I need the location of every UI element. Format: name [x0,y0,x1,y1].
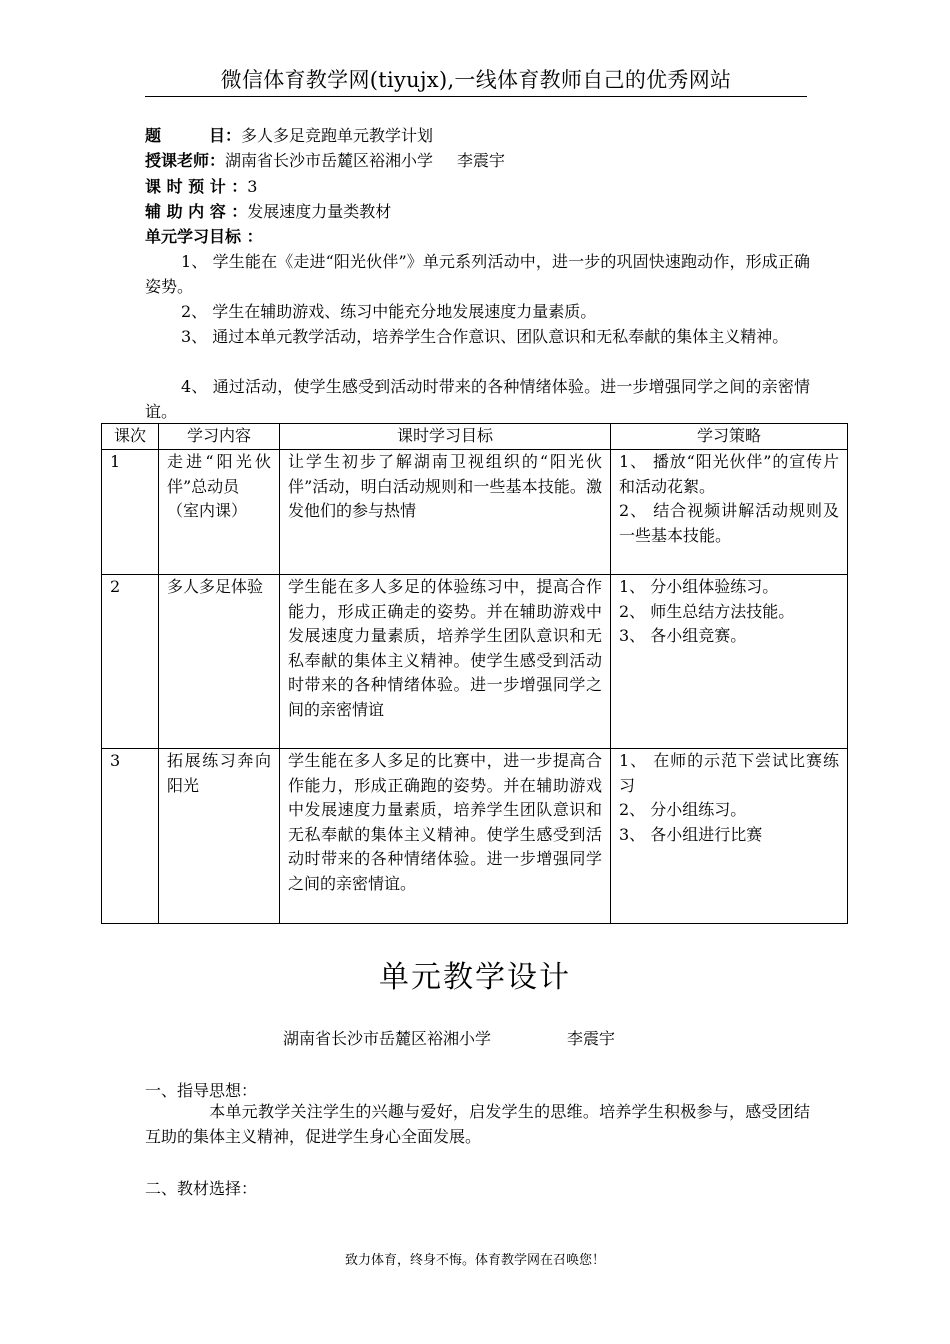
meta-hours-line [145,175,257,199]
section2-title: 二、教材选择： [145,1179,258,1198]
table-header-row [102,424,848,450]
design-school: 湖南省长沙市岳麓区裕湘小学 [283,1029,492,1048]
teacher-name: 李震宇 [457,151,506,170]
table-row [102,749,848,924]
aux-label: 辅 助 内 容 ： [145,202,248,221]
lesson-goal: 学生能在多人多足的体验练习中，提高合作能力，形成正确走的姿势。并在辅助游戏中发展速度力量素质，培养学生团队意识和无私奉献的集体主义精神。使学生感受到活动时带来的各种情绪体验。进一步增强同学之间的亲密情谊 [280,575,611,749]
design-author-line [283,1026,615,1049]
title-label: 题 目： [145,126,242,145]
lesson-number: 1 [102,450,159,575]
title-value: 多人多足竞跑单元教学计划 [241,126,434,145]
header-strategy: 学习策略 [611,424,848,450]
meta-teacher-line [145,149,505,173]
goal-item: 4、 通过活动，使学生感受到活动时带来的各种情绪体验。进一步增强同学之间的亲密情谊。 [145,377,810,421]
page-footer: 致力体育，终身不悔。体育教学网在召唤您！ [344,1253,605,1268]
design-name: 李震宇 [567,1029,616,1048]
goal-item: 3、 通过本单元教学活动，培养学生合作意识、团队意识和无私奉献的集体主义精神。 [181,327,789,346]
lesson-goal: 学生能在多人多足的比赛中，进一步提高合作能力，形成正确跑的姿势。并在辅助游戏中发展速度力量素质，培养学生团队意识和无私奉献的集体主义精神。使学生感受到活动时带来的各种情绪体验。进一步增强同学之间的亲密情谊。 [280,749,611,924]
section1-text: 本单元教学关注学生的兴趣与爱好，启发学生的思维。培养学生积极参与，感受团结互助的集体主义精神，促进学生身心全面发展。 [145,1102,810,1146]
header-rule [145,96,807,97]
teacher-label: 授课老师： [145,151,226,170]
lesson-strategy: 1、 在师的示范下尝试比赛练习 2、 分小组练习。 3、 各小组进行比赛 [611,749,848,924]
lesson-strategy: 1、 播放“阳光伙伴”的宣传片和活动花絮。 2、 结合视频讲解活动规则及一些基本技能。 [611,450,848,575]
teacher-school: 湖南省长沙市岳麓区裕湘小学 [225,151,434,170]
goal-item: 2、 学生在辅助游戏、练习中能充分地发展速度力量素质。 [181,302,597,321]
site-header: 微信体育教学网(tiyujx),一线体育教师自己的优秀网站 [220,68,732,92]
design-title: 单元教学设计 [379,960,571,995]
section1-title: 一、指导思想： [145,1081,258,1100]
table-row [102,450,848,575]
lesson-plan-table [101,423,848,924]
lesson-number: 2 [102,575,159,749]
hours-label: 课 时 预 计 ： [145,177,248,196]
aux-value: 发展速度力量类教材 [247,202,392,221]
lesson-number: 3 [102,749,159,924]
lesson-goal: 让学生初步了解湖南卫视组织的“阳光伙伴”活动，明白活动规则和一些基本技能。激发他们的参与热情 [280,450,611,575]
table-row [102,575,848,749]
meta-aux-line [145,200,391,224]
lesson-content: 多人多足体验 [159,575,280,749]
lesson-strategy: 1、 分小组体验练习。 2、 师生总结方法技能。 3、 各小组竞赛。 [611,575,848,749]
goals-label: 单元学习目标 ： [145,227,263,246]
goal-item: 1、 学生能在《走进“阳光伙伴”》单元系列活动中，进一步的巩固快速跑动作，形成正确姿势。 [145,252,810,296]
header-goal: 课时学习目标 [280,424,611,450]
meta-title-line [145,124,433,148]
lesson-content: 拓展练习奔向阳光 [159,749,280,924]
header-lesson: 课次 [102,424,159,450]
lesson-content: 走进“阳光伙伴”总动员 （室内课） [159,450,280,575]
header-content: 学习内容 [159,424,280,450]
meta-goals-line [145,225,263,249]
hours-value: 3 [247,177,258,196]
